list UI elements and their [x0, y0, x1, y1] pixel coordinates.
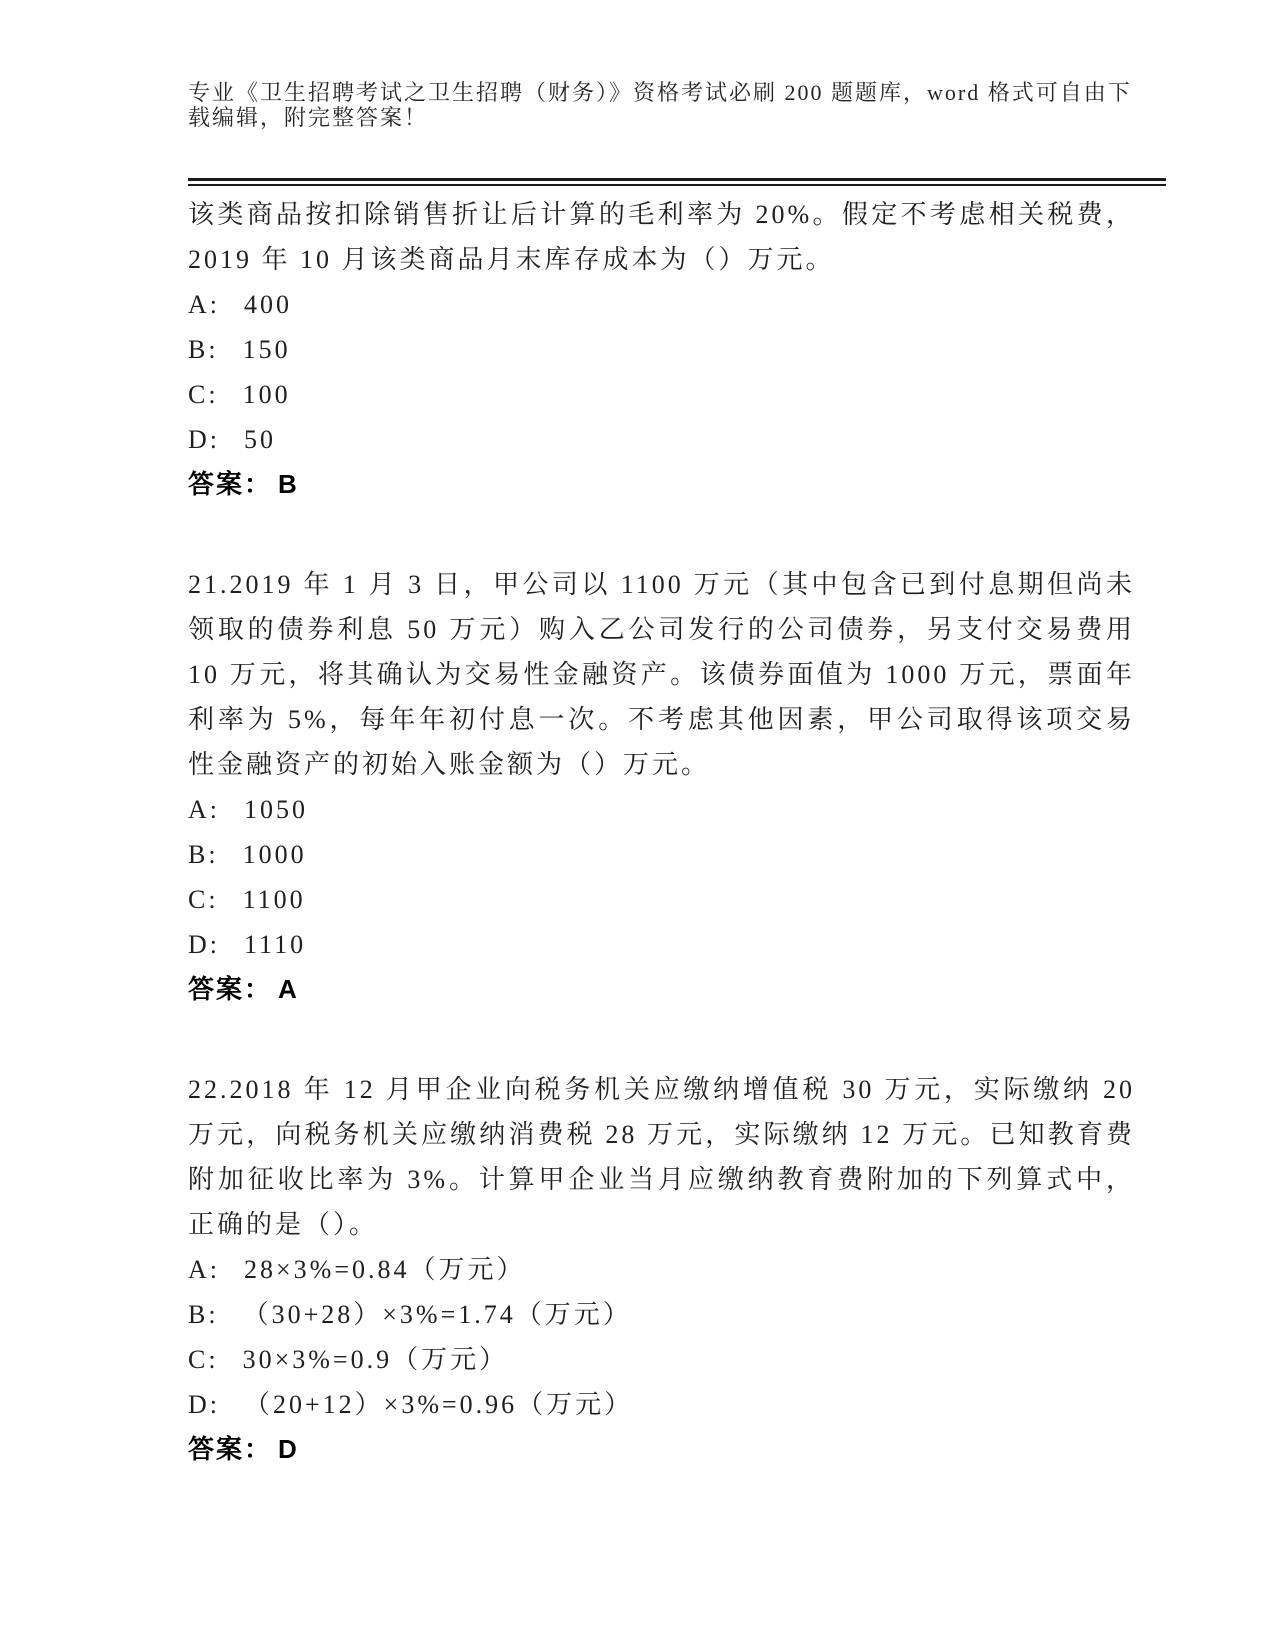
- answer-label: 答案：: [188, 469, 273, 499]
- answer-row: [188, 462, 1135, 507]
- option-row: [188, 922, 1135, 967]
- option-value: （30+28）×3%=1.74（万元）: [242, 1300, 632, 1329]
- header-title: 专业《卫生招聘考试之卫生招聘（财务）》资格考试必刷 200 题题库，word 格式可自由下载编辑，附完整答案！: [188, 80, 1132, 130]
- option-label: D:: [188, 930, 220, 959]
- option-value: （20+12）×3%=0.96（万元）: [244, 1390, 634, 1419]
- option-label: B:: [188, 335, 219, 364]
- option-list: [188, 1247, 1135, 1427]
- option-value: 100: [242, 380, 291, 409]
- option-value: 28×3%=0.84（万元）: [244, 1255, 526, 1284]
- option-value: 1110: [244, 930, 307, 959]
- option-value: 1100: [242, 885, 306, 914]
- option-value: 400: [244, 290, 292, 319]
- option-list: [188, 787, 1135, 967]
- option-list: [188, 282, 1135, 462]
- option-value: 1050: [244, 795, 308, 824]
- option-row: [188, 1292, 1135, 1337]
- option-row: [188, 1337, 1135, 1382]
- option-row: [188, 1247, 1135, 1292]
- header-divider: [188, 178, 1166, 186]
- answer-value: A: [278, 974, 299, 1004]
- option-label: B:: [188, 1300, 219, 1329]
- option-row: [188, 832, 1135, 877]
- answer-row: [188, 967, 1135, 1012]
- answer-row: [188, 1427, 1135, 1472]
- option-label: C:: [188, 1345, 219, 1374]
- option-row: [188, 417, 1135, 462]
- option-row: [188, 1382, 1135, 1427]
- question-text: 该类商品按扣除销售折让后计算的毛利率为 20%。假定不考虑相关税费，2019 年 10 月该类商品月末库存成本为（）万元。: [188, 200, 1135, 274]
- option-label: D:: [188, 1390, 220, 1419]
- question-text: 22.2018 年 12 月甲企业向税务机关应缴纳增值税 30 万元，实际缴纳 20 万元，向税务机关应缴纳消费税 28 万元，实际缴纳 12 万元。已知教育费附加征收比率为 3%。计算甲企业当月应缴纳教育费附加的下列算式中，正确的是（）。: [188, 1075, 1135, 1239]
- option-row: [188, 787, 1135, 832]
- answer-value: B: [278, 469, 299, 499]
- question-block: [188, 192, 1135, 507]
- option-value: 50: [244, 425, 276, 454]
- answer-value: D: [278, 1434, 299, 1464]
- option-label: C:: [188, 885, 219, 914]
- option-row: [188, 877, 1135, 922]
- option-label: A:: [188, 290, 220, 319]
- option-label: A:: [188, 1255, 220, 1284]
- option-row: [188, 327, 1135, 372]
- question-list: [188, 186, 1135, 1472]
- question-block: [188, 562, 1135, 1012]
- option-value: 150: [242, 335, 291, 364]
- question-block: [188, 1067, 1135, 1472]
- answer-label: 答案：: [188, 974, 273, 1004]
- answer-label: 答案：: [188, 1434, 273, 1464]
- option-row: [188, 282, 1135, 327]
- option-label: D:: [188, 425, 220, 454]
- option-label: B:: [188, 840, 219, 869]
- question-text: 21.2019 年 1 月 3 日，甲公司以 1100 万元（其中包含已到付息期但尚未领取的债券利息 50 万元）购入乙公司发行的公司债券，另支付交易费用 10 万元，将其确认为交易性金融资产。该债券面值为 1000 万元，票面年利率为 5%，每年年初付息一次。不考虑其他因素，甲公司取得该项交易性金融资产的初始入账金额为（）万元。: [188, 570, 1135, 779]
- option-label: A:: [188, 795, 220, 824]
- option-label: C:: [188, 380, 219, 409]
- option-value: 1000: [242, 840, 307, 869]
- page-header: [188, 0, 1135, 130]
- option-row: [188, 372, 1135, 417]
- option-value: 30×3%=0.9（万元）: [242, 1345, 509, 1374]
